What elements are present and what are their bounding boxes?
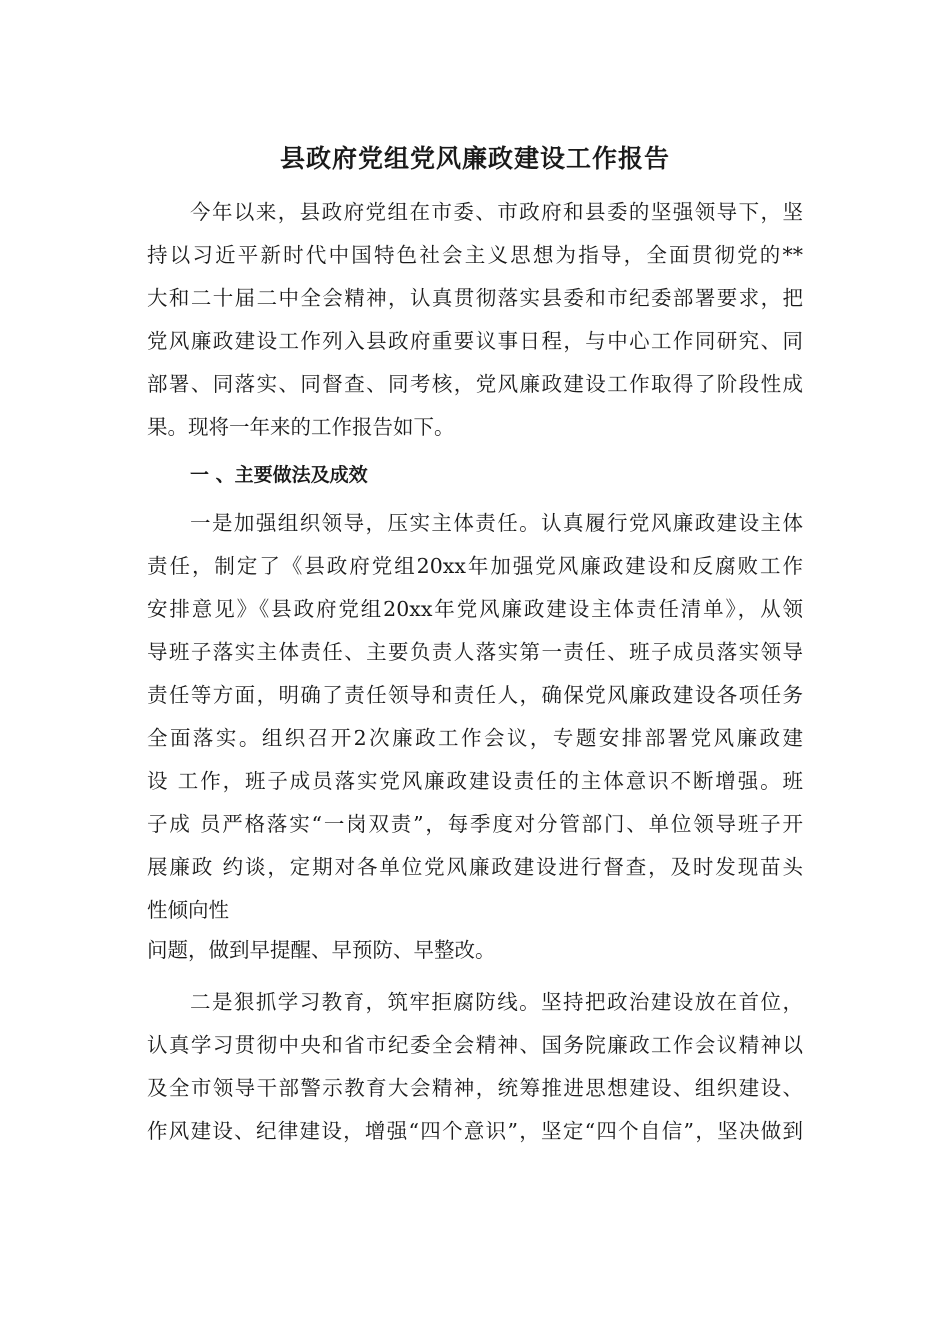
- intro-line-1: 今年以来，县政府党组在市委、市政府和县委的坚强领导下，坚: [190, 200, 803, 224]
- para1-line-1: 一是加强组织领导，压实主体责任。认真履行党风廉政建设主体: [190, 511, 803, 535]
- intro-line-6: 果。现将一年来的工作报告如下。: [147, 415, 455, 439]
- para1-line-2: 责任，制定了《县政府党组20xx年加强党风廉政建设和反腐败工作: [147, 554, 803, 578]
- intro-line-3: 大和二十届二中全会精神，认真贯彻落实县委和市纪委部署要求，把: [147, 286, 803, 310]
- para1-line-4: 导班子落实主体责任、主要负责人落实第一责任、班子成员落实领导: [147, 640, 803, 664]
- document-title: 县政府党组党风廉政建设工作报告: [279, 144, 670, 173]
- para1-line-9: 展廉政 约谈，定期对各单位党风廉政建设进行督查，及时发现苗头: [147, 855, 803, 879]
- para2-line-3: 及全市领导干部警示教育大会精神，统筹推进思想建设、组织建设、: [147, 1076, 803, 1100]
- para2-line-1: 二是狠抓学习教育，筑牢拒腐防线。坚持把政治建设放在首位，: [190, 990, 803, 1014]
- para2-line-4: 作风建设、纪律建设，增强“四个意识”，坚定“四个自信”，坚决做到: [147, 1119, 803, 1143]
- para1-line-5: 责任等方面，明确了责任领导和责任人，确保党风廉政建设各项任务: [147, 683, 803, 707]
- para1-line-7: 设 工作，班子成员落实党风廉政建设责任的主体意识不断增强。班: [147, 769, 803, 793]
- intro-line-2: 持以习近平新时代中国特色社会主义思想为指导，全面贯彻党的**: [147, 243, 803, 267]
- intro-line-4: 党风廉政建设工作列入县政府重要议事日程，与中心工作同研究、同: [147, 329, 803, 353]
- para2-line-2: 认真学习贯彻中央和省市纪委全会精神、国务院廉政工作会议精神以: [147, 1033, 803, 1057]
- para1-line-3: 安排意见》《县政府党组20xx年党风廉政建设主体责任清单》，从领: [147, 597, 803, 621]
- para1-line-8: 子成 员严格落实“一岗双责”，每季度对分管部门、单位领导班子开: [147, 812, 803, 836]
- intro-line-5: 部署、同落实、同督查、同考核，党风廉政建设工作取得了阶段性成: [147, 372, 803, 396]
- para1-line-10: 性倾向性: [147, 898, 229, 922]
- para1-line-11: 问题，做到早提醒、早预防、早整改。: [147, 938, 496, 962]
- section-heading: 一 、主要做法及成效: [190, 464, 368, 486]
- para1-line-6: 全面落实。组织召开2次廉政工作会议，专题安排部署党风廉政建: [147, 726, 803, 750]
